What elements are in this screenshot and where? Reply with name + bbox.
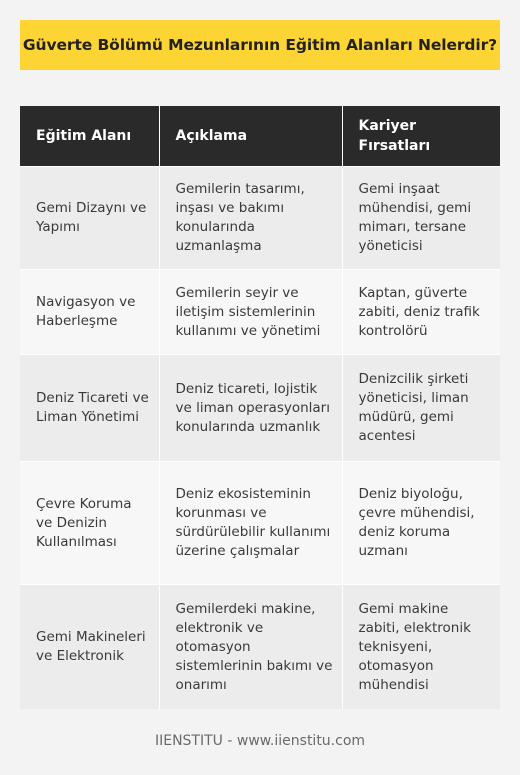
table-row — [20, 462, 500, 585]
careers-cell: Gemi inşaat mühendisi, gemi mimarı, tersane yöneticisi — [342, 167, 500, 270]
careers-cell: Deniz biyoloğu, çevre mühendisi, deniz koruma uzmanı — [342, 462, 500, 585]
field-cell: Gemi Makineleri ve Elektronik — [20, 585, 159, 710]
page-title: Güverte Bölümü Mezunlarının Eğitim Alanları Nelerdir? — [22, 36, 498, 54]
column-header-careers: Kariyer Fırsatları — [342, 106, 500, 167]
description-cell: Gemilerin tasarımı, inşası ve bakımı konularında uzmanlaşma — [159, 167, 342, 270]
column-header-description: Açıklama — [159, 106, 342, 167]
field-cell: Çevre Koruma ve Denizin Kullanılması — [20, 462, 159, 585]
description-cell: Deniz ticareti, lojistik ve liman operasyonları konularında uzmanlık — [159, 355, 342, 462]
description-cell: Gemilerdeki makine, elektronik ve otomasyon sistemlerinin bakımı ve onarımı — [159, 585, 342, 710]
column-header-field: Eğitim Alanı — [20, 106, 159, 167]
careers-cell: Denizcilik şirketi yöneticisi, liman müdürü, gemi acentesi — [342, 355, 500, 462]
careers-cell: Gemi makine zabiti, elektronik teknisyeni, otomasyon mühendisi — [342, 585, 500, 710]
table-row — [20, 585, 500, 710]
description-cell: Deniz ekosisteminin korunması ve sürdürülebilir kullanımı üzerine çalışmalar — [159, 462, 342, 585]
field-cell: Gemi Dizaynı ve Yapımı — [20, 167, 159, 270]
careers-cell: Kaptan, güverte zabiti, deniz trafik kontrolörü — [342, 270, 500, 355]
table-header-row — [20, 106, 500, 167]
table-row — [20, 167, 500, 270]
footer-source: IIENSTITU - www.iienstitu.com — [154, 733, 366, 749]
education-table — [20, 106, 500, 709]
field-cell: Deniz Ticareti ve Liman Yönetimi — [20, 355, 159, 462]
table-row — [20, 355, 500, 462]
table-row — [20, 270, 500, 355]
title-banner — [20, 20, 500, 70]
description-cell: Gemilerin seyir ve iletişim sistemlerinin kullanımı ve yönetimi — [159, 270, 342, 355]
field-cell: Navigasyon ve Haberleşme — [20, 270, 159, 355]
